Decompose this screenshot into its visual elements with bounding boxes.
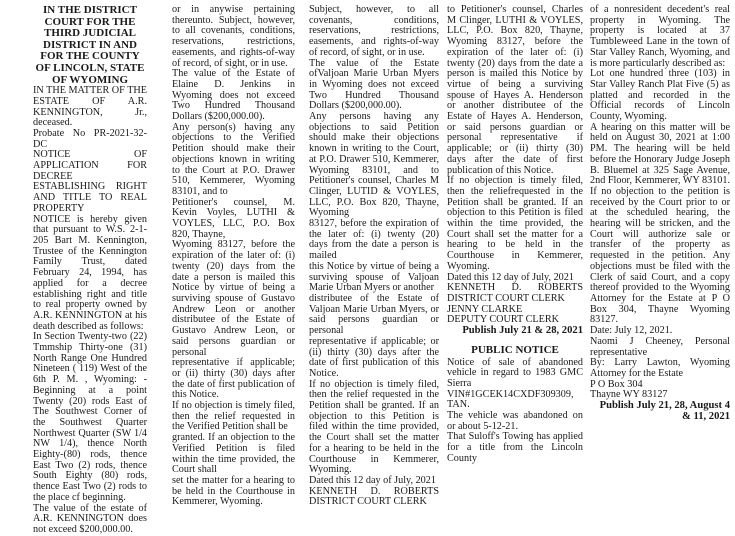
notice-paragraph: or in anywise pertaining thereunto. Subject, however, to all covenants, conditions, reservations, restrictions, easements, and rights-of-way of record, of sight, or in use. <box>172 4 295 69</box>
column-2 <box>172 5 295 508</box>
notice-paragraph: Notice of sale of abandoned vehicle in regard to 1983 GMC Sierra VIN#1GCEK14CXDF309309, TAN. <box>447 356 583 411</box>
notice-paragraph: The value of the Estate ofValjoan Marie Urban Myers in Wyoming does not exceed Two Hundred Thousand Dollars ($200,000.00). <box>309 57 439 112</box>
notice-paragraph: set the matter for a hearing to be held in the Courthouse in Kemmerer, Wyoming. <box>172 474 295 508</box>
notice-paragraph: Wyoming 83127, before the expiration of the later of: (i) twenty (20) days from the date a person is mailed this Notice by virtue of being a surviving spouse of Gustavo Andrew Leon or another distributee of the Estate of Gustavo Andrew Leon, or said persons guardian or personal <box>172 239 295 358</box>
notice-paragraph: Petitioner's counsel, M. Kevin Voyles, LUTHI & VOYLES, LLC, P.O. Box 820, Thayne, <box>172 196 295 240</box>
notice-paragraph: KENNETH D. ROBERTS DISTRICT COURT CLERK <box>309 485 439 508</box>
notice-paragraph: Dated this 12 day of July, 2021 <box>309 474 436 486</box>
notice-paragraph: Date: July 12, 2021. <box>590 325 673 337</box>
notice-paragraph: If no objection is timely filed, then the relief requested in the Verified Petition shall be <box>172 400 295 433</box>
notice-paragraph: Dated this 12 day of July, 2021 <box>447 271 574 283</box>
notice-paragraph: IN THE MATTER OF THE ESTATE OF A.R. KENNINGTON, Jr., deceased. <box>33 85 147 129</box>
notice-paragraph: If no objection is timely filed, then the reliefrequested in the Petition shall be granted. If an objection to this Petition is filed within the time provided, the Court shall set the matter for a hearing to be held in the Courthouse in Kemmerer, Wyoming. <box>447 175 583 272</box>
notice-paragraph: P O Box 304 <box>590 378 643 390</box>
notice-paragraph: Subject, however, to all covenants, conditions, reservations, restrictions, easements, and rights-of-way of record, of sight, or in use. <box>309 4 439 58</box>
notice-paragraph: The value of the Estate of Elaine D. Jenkins in Wyoming does not exceed Two Hundred Thousand Dollars ($200,000.00). <box>172 68 295 123</box>
notice-paragraph: JENNY CLARKE <box>447 303 523 315</box>
notice-paragraph: granted. If an objection to the Verified Petition is filed within the time provided, the Court shall <box>172 432 295 476</box>
notice-paragraph: distributee of the Estate of Valjoan Marie Urban Myers, or said persons guardian or personal <box>309 292 439 337</box>
notice-paragraph: The vehicle was abandoned on or about 5-12-21. <box>447 410 583 432</box>
notice-paragraph: A hearing on this matter will be held on August 30, 2021 at 1:00 PM. The hearing will be held before the Honorary Judge Joseph B. Bluemel at 325 Sage Avenue, 2nd Floor, Kemmerer, WY 83101. If no objection to the petition is received by the Court prior to or at the scheduled hearing, the hearing will be stricken, and the Court will authorize sale or transfer of the property as requested in the petition. Any objections must be filed with the Clerk of said Court, and a copy thereof provided to the Wyoming Attorney for the Estate at P O Box 304, Thayne Wyoming 83127. <box>590 121 730 326</box>
notice-paragraph: NOTICE is hereby given that pursuant to W.S. 2-1-205 Bart M. Kennington, Trustee of the Kennington Family Trust, dated February 24, 1994, has applied for a decree establishing right and title to real property owned by A.R. KENNINGTON at his death described as follows: <box>33 213 147 332</box>
notice-paragraph: The value of the estate of A.R. KENNINGTON does not exceed $200,000.00. <box>33 502 147 535</box>
notice-paragraph: By: Larry Lawton, Wyoming Attorney for the Estate <box>590 357 730 379</box>
notice-paragraph: Any person(s) having any objections to the Verified Petition should make their objections known in writing to the Court at P.O. Drawer 510, Kemmerer, Wyoming 83101, and to <box>172 121 295 197</box>
notice-paragraph: That Suloff's Towing has applied for a title from the Lincoln County <box>447 431 583 464</box>
notice-paragraph: representative if applicable; or (ii) thirty (30) days after the date of first publication of this Notice. <box>309 335 439 379</box>
notice-paragraph: Naomi J Cheeney, Personal representative <box>590 335 730 358</box>
notice-heading: IN THE DISTRICT COURT FOR THE THIRD JUDICIAL DISTRICT IN AND FOR THE COUNTY OF LINCOLN, STATE OF WYOMING <box>35 4 145 86</box>
notice-paragraph: Lot one hundred three (103) in Star Valley Ranch Plat Five (5) as platted and recorded in the Official records of Lincoln County, Wyoming. <box>590 68 730 123</box>
publish-dates: Publish July 21 & 28, 2021 <box>462 325 583 337</box>
notice-paragraph: KENNETH D. ROBERTS DISTRICT COURT CLERK <box>447 282 583 304</box>
notice-paragraph: Thayne WY 83127 <box>590 389 668 401</box>
publish-dates: Publish July 21, 28, August 4 & 11, 2021 <box>599 400 730 422</box>
notice-paragraph: NOTICE OF APPLICATION FOR DECREE ESTABLISHING RIGHT AND TITLE TO REAL PROPERTY <box>33 149 147 214</box>
notice-paragraph: 83127, before the expiration of the later of: (i) twenty (20) days from the date a person is mailed <box>309 218 439 262</box>
notice-paragraph: of a nonresident decedent's real property in Wyoming. The property is located at 37 Tumbleweed Lane in the town of Star Valley Ranch, Wyoming, and is more particularly described as: <box>590 4 730 69</box>
column-5 <box>590 5 730 422</box>
column-3 <box>309 5 439 508</box>
notice-paragraph: representative if applicable; or (ii) thirty (30) days after the date of first publication of this Notice. <box>172 357 295 401</box>
notice-paragraph: DEPUTY COURT CLERK <box>447 314 560 326</box>
notice-paragraph: this Notice by virtue of being a surviving spouse of Valjoan Marie Urban Myers or another <box>309 260 439 294</box>
column-4 <box>447 5 583 465</box>
notice-paragraph: to Petitioner's counsel, Charles M Clinger, LUTHI & VOYLES, LLC, P.O. Box 820, Thayne, Wyoming 83127, before the expiration of the later of: (i) twenty (20) days from the date a person is mailed this Notice by virtue of being a surviving spouse of Hayes A. Henderson or another distributee of the Estate of Hayes A. Henderson, or said persons guardian or personal representative if applicable; or (ii) thirty (30) days after the date of first publication of this Notice. <box>447 4 583 176</box>
column-1 <box>33 5 147 536</box>
notice-title: PUBLIC NOTICE <box>471 343 559 356</box>
notice-paragraph: If no objection is timely filed, then the relief requested in the Petition shall be granted. If an objection to this Petition is filed within the time provided, the Court shall set the matter for a hearing to be held in the Courthouse in Kemmerer, Wyoming. <box>309 378 439 476</box>
notice-paragraph: In Section Twenty-two (22) Tmmship Thirty-one (31) North Range One Hundred Nineteen ( 119) West of the 6th P. M. , Wyoming: -Beginning at a point Twenty (20) rods East of The Southwest Corner of the Southwest Quarter Northwest Quarter (SW 1/4 NW 1/4), thence North Eighty-(80) rods, thence East Two (2) rods, thence South Eighty (80) rods, thence East Two (2) rods to the place cf beginning. <box>33 331 147 503</box>
notice-paragraph: Any persons having any objections to said Petition should make their objections known in writing to the Court, at P.O. Drawer 510, Kemmerer, Wyoming 83101, and to Petitioner's counsel, Charles M Clinger, LUTID & VOYLES, LLC, P.O. Box 820, Thayne, Wyoming <box>309 111 439 219</box>
notice-paragraph: Probate No PR-2021-32-DC <box>33 127 147 150</box>
